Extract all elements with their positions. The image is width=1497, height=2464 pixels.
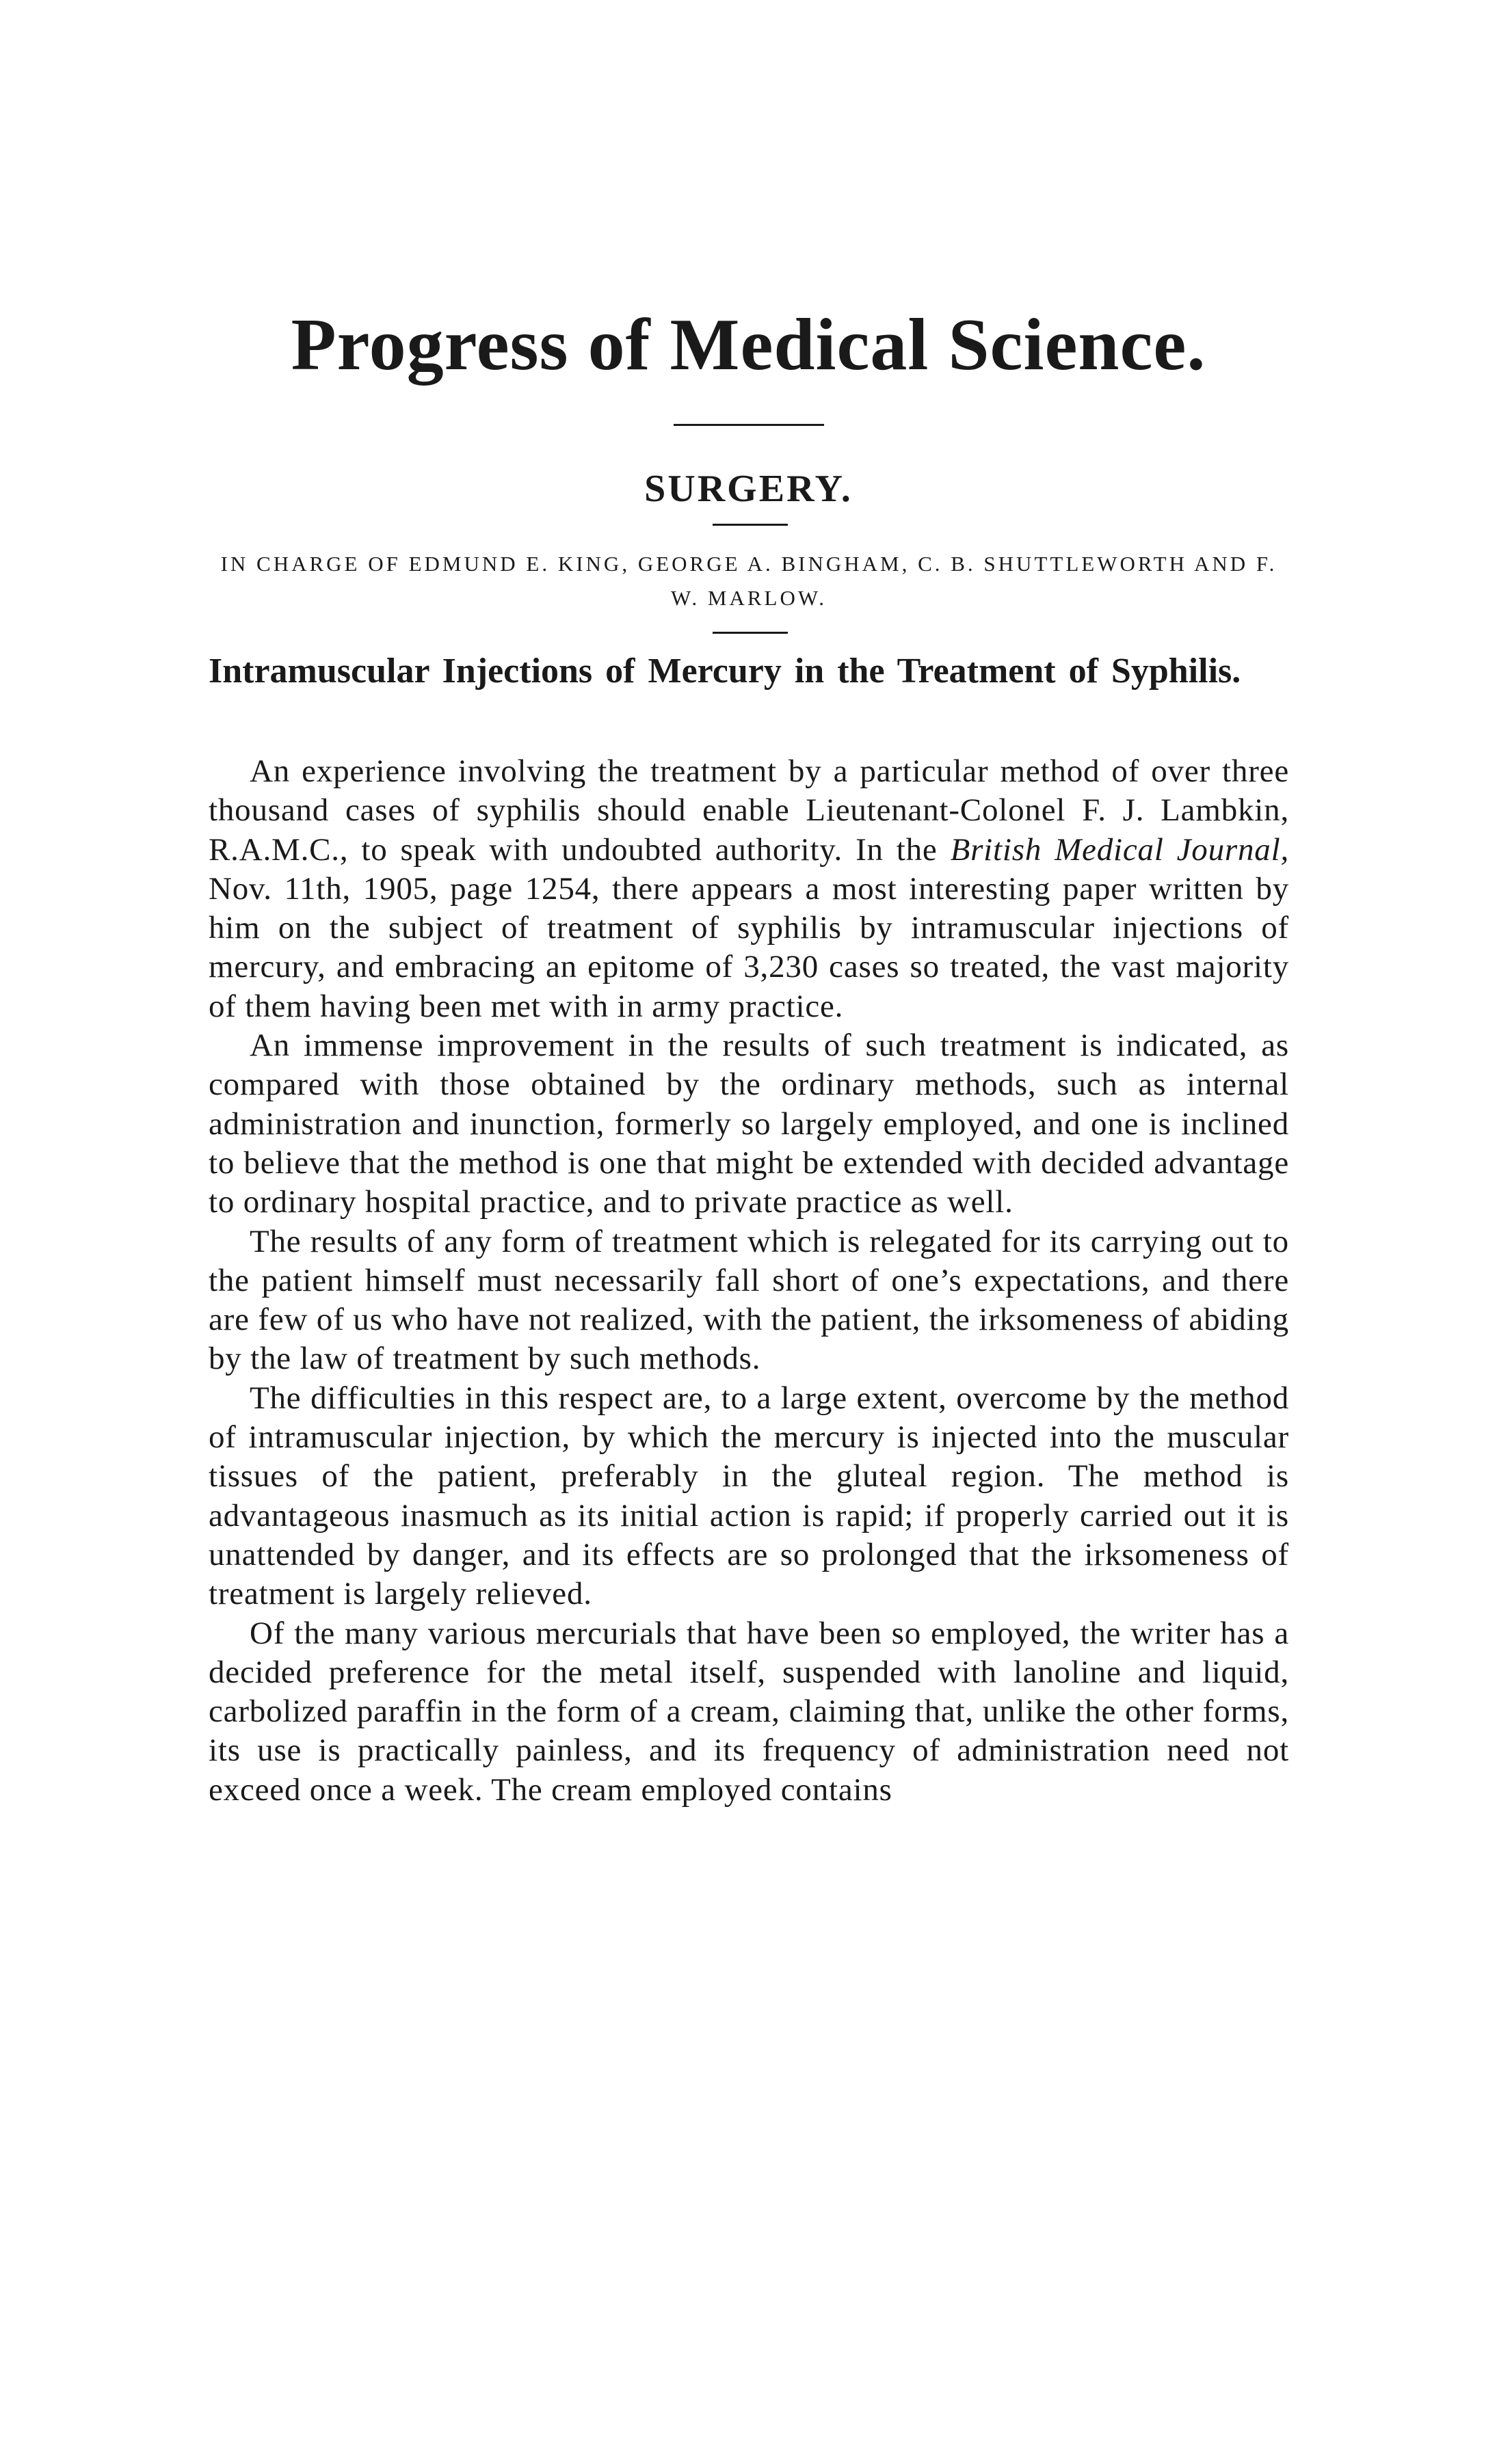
editor-credits: IN CHARGE OF EDMUND E. KING, GEORGE A. BINGHAM, C. B. SHUTTLEWORTH AND F. W. MARLOW. [220,552,1277,610]
paragraph-text: An experience involving the treatment by a particular method of over three thousand cases of syphilis should enable Lieutenant-Colonel F. J. Lambkin, R.A.M.C., to speak with undoubted authority. In the [209,753,1289,868]
section-divider [713,524,788,526]
page-title: Progress of Medical Science. [291,304,1206,386]
paragraph [209,752,1289,1026]
section-heading: SURGERY. [644,468,853,510]
paragraph: An immense improvement in the results of such treatment is indicated, as compared with those obtained by the ordinary methods, such as internal administration and inunction, formerly so largely employed, and one is inclined to believe that the method is one that might be extended with decided advantage to ordinary hospital practice, and to private practice as well. [209,1028,1289,1220]
article-body [209,752,1289,1810]
paragraph: The results of any form of treatment which is relegated for its carrying out to the patient himself must necessarily fall short of one’s expectations, and there are few of us who have not realized, with the patient, the irksomeness of abiding by the law of treatment by such methods. [209,1223,1289,1377]
paragraph-text: Nov. 11th, 1905, page 1254, there appears a most interesting paper written by him on the subject of treatment of syphilis by intramuscular injections of mercury, and embracing an epitome of 3,230 cases so treated, the vast majority of them having been met with in army practice. [209,870,1289,1024]
paragraph: The difficulties in this respect are, to a large extent, overcome by the method of intramuscular injection, by which the mercury is injected into the muscular tissues of the patient, preferably in the gluteal region. The method is advantageous inasmuch as its initial action is rapid; if properly carried out it is unattended by danger, and its effects are so prolonged that the irksomeness of treatment is largely relieved. [209,1380,1289,1612]
credits-divider [713,632,788,634]
paragraph: Of the many various mercurials that have been so employed, the writer has a decided preference for the metal itself, suspended with lanoline and liquid, carbolized paraffin in the form of a cream, claiming that, unlike the other forms, its use is practically painless, and its frequency of administration need not exceed once a week. The cream employed contains [209,1615,1289,1808]
article-title: Intramuscular Injections of Mercury in the Treatment of Syphilis. [209,652,1241,691]
title-divider [674,424,824,426]
journal-citation: British Medical Journal, [950,831,1289,868]
